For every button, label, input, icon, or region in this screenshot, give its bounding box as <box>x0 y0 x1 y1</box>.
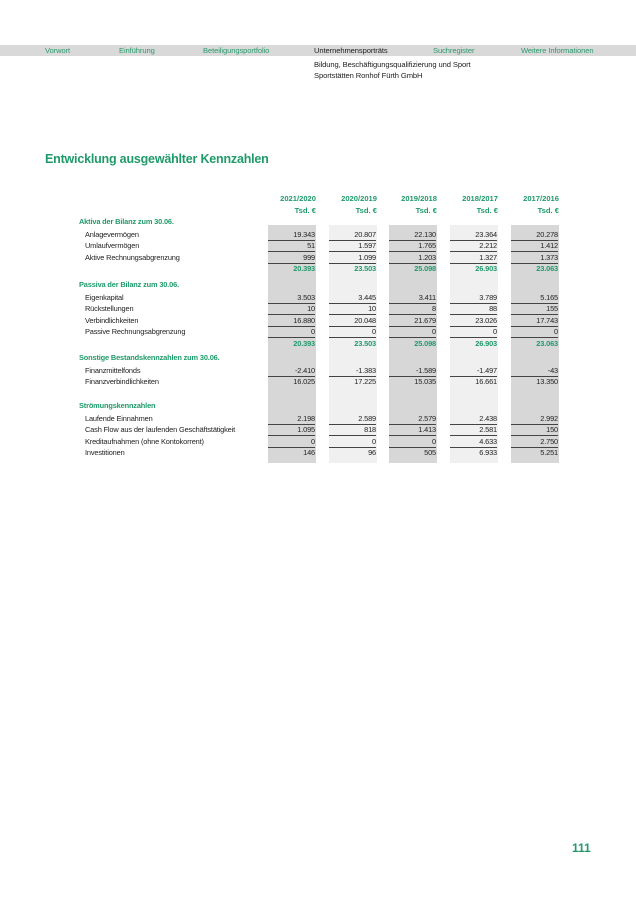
nav-item-unternehmensportraets[interactable]: Unternehmensporträts <box>314 46 388 55</box>
table-cell: 0 <box>389 326 436 338</box>
table-cell: 1.095 <box>268 424 315 436</box>
table-cell: 0 <box>329 326 376 338</box>
table-cell: 818 <box>329 424 376 436</box>
column-unit-header: Tsd. € <box>537 206 559 215</box>
column-period-header: 2018/2017 <box>462 194 498 203</box>
table-cell: 1.203 <box>389 252 436 264</box>
table-cell: 20.048 <box>329 315 376 327</box>
table-cell: 21.679 <box>389 315 436 327</box>
table-cell: 17.225 <box>354 377 376 387</box>
total-cell: 20.393 <box>293 339 315 348</box>
total-cell: 23.503 <box>354 339 376 348</box>
column-period-header: 2019/2018 <box>401 194 437 203</box>
section-heading: Sonstige Bestandskennzahlen zum 30.06. <box>79 353 220 362</box>
subheader-company: Sportstätten Ronhof Fürth GmbH <box>314 71 423 80</box>
column-unit-header: Tsd. € <box>294 206 316 215</box>
row-label: Verbindlichkeiten <box>85 315 139 325</box>
total-cell: 25.098 <box>414 339 436 348</box>
table-cell: 16.025 <box>293 377 315 387</box>
row-label: Finanzverbindlichkeiten <box>85 377 159 387</box>
table-cell: 505 <box>424 448 436 458</box>
table-cell: 88 <box>450 303 497 315</box>
nav-item-einfuehrung[interactable]: Einführung <box>119 46 155 55</box>
table-cell: 20.807 <box>329 229 376 241</box>
table-cell: 8 <box>389 303 436 315</box>
nav-item-suchregister[interactable]: Suchregister <box>433 46 475 55</box>
table-cell: -2.410 <box>268 365 315 377</box>
table-cell: 51 <box>268 240 315 252</box>
table-cell: 2.589 <box>329 413 376 425</box>
column-period-header: 2021/2020 <box>280 194 316 203</box>
row-label: Cash Flow aus der laufenden Geschäftstätigkeit <box>85 425 236 435</box>
column-period-header: 2020/2019 <box>341 194 377 203</box>
row-label: Investitionen <box>85 448 125 458</box>
table-cell: 146 <box>303 448 315 458</box>
table-cell: 1.597 <box>329 240 376 252</box>
table-cell: 10 <box>329 303 376 315</box>
table-cell: 2.438 <box>450 413 497 425</box>
page-title: Entwicklung ausgewählter Kennzahlen <box>45 152 269 166</box>
table-cell: 2.581 <box>450 424 497 436</box>
table-cell: 15.035 <box>414 377 436 387</box>
top-navigation-bar <box>0 45 636 56</box>
table-cell: 0 <box>511 326 558 338</box>
table-cell: 155 <box>511 303 558 315</box>
total-cell: 26.903 <box>475 339 497 348</box>
table-cell: 5.251 <box>540 448 558 458</box>
table-cell: 150 <box>511 424 558 436</box>
table-cell: 3.503 <box>268 292 315 304</box>
subheader-category: Bildung, Beschäftigungsqualifizierung und Sport <box>314 60 471 69</box>
table-cell: 2.212 <box>450 240 497 252</box>
table-cell: 5.165 <box>511 292 558 304</box>
row-label: Finanzmittelfonds <box>85 365 141 375</box>
nav-item-beteiligungsportfolio[interactable]: Beteiligungsportfolio <box>203 46 270 55</box>
table-cell: 0 <box>268 326 315 338</box>
total-cell: 23.063 <box>536 264 558 274</box>
table-cell: 22.130 <box>389 229 436 241</box>
table-cell: 96 <box>368 448 376 458</box>
nav-item-vorwort[interactable]: Vorwort <box>45 46 71 55</box>
table-cell: 3.445 <box>329 292 376 304</box>
table-cell: 13.350 <box>536 377 558 387</box>
section-heading: Passiva der Bilanz zum 30.06. <box>79 280 179 289</box>
table-cell: -1.383 <box>329 365 376 377</box>
row-label: Eigenkapital <box>85 292 124 302</box>
table-cell: 1.412 <box>511 240 558 252</box>
table-cell: 4.633 <box>450 436 497 448</box>
table-cell: 19.343 <box>268 229 315 241</box>
column-unit-header: Tsd. € <box>476 206 498 215</box>
table-cell: 2.992 <box>511 413 558 425</box>
table-cell: 10 <box>268 303 315 315</box>
column-unit-header: Tsd. € <box>415 206 437 215</box>
row-label: Rückstellungen <box>85 304 134 314</box>
table-cell: 23.364 <box>450 229 497 241</box>
section-heading: Aktiva der Bilanz zum 30.06. <box>79 217 174 226</box>
total-cell: 26.903 <box>475 264 497 274</box>
row-label: Kreditaufnahmen (ohne Kontokorrent) <box>85 436 204 446</box>
total-cell: 23.503 <box>354 264 376 274</box>
row-label: Umlaufvermögen <box>85 241 140 251</box>
table-cell: 23.026 <box>450 315 497 327</box>
table-cell: 1.327 <box>450 252 497 264</box>
table-cell: 2.198 <box>268 413 315 425</box>
table-cell: -1.497 <box>450 365 497 377</box>
total-cell: 25.098 <box>414 264 436 274</box>
table-cell: 0 <box>329 436 376 448</box>
table-cell: -1.589 <box>389 365 436 377</box>
table-cell: 0 <box>389 436 436 448</box>
row-label: Passive Rechnungsabgrenzung <box>85 327 186 337</box>
table-cell: 1.765 <box>389 240 436 252</box>
table-cell: 1.099 <box>329 252 376 264</box>
total-cell: 20.393 <box>293 264 315 274</box>
table-cell: 999 <box>268 252 315 264</box>
nav-item-weitere-informationen[interactable]: Weitere Informationen <box>521 46 594 55</box>
table-cell: -43 <box>511 365 558 377</box>
row-label: Laufende Einnahmen <box>85 413 153 423</box>
table-cell: 0 <box>268 436 315 448</box>
table-cell: 1.373 <box>511 252 558 264</box>
total-cell: 23.063 <box>536 339 558 348</box>
row-label: Anlagevermögen <box>85 229 139 239</box>
page-number: 111 <box>572 841 591 855</box>
column-unit-header: Tsd. € <box>355 206 377 215</box>
table-cell: 6.933 <box>479 448 497 458</box>
table-cell: 16.661 <box>475 377 497 387</box>
table-cell: 0 <box>450 326 497 338</box>
table-cell: 2.750 <box>511 436 558 448</box>
section-heading: Strömungskennzahlen <box>79 401 156 410</box>
row-label: Aktive Rechnungsabgrenzung <box>85 252 180 262</box>
table-cell: 3.411 <box>389 292 436 304</box>
table-cell: 2.579 <box>389 413 436 425</box>
table-cell: 20.278 <box>511 229 558 241</box>
table-cell: 1.413 <box>389 424 436 436</box>
column-period-header: 2017/2016 <box>523 194 559 203</box>
table-cell: 17.743 <box>511 315 558 327</box>
table-cell: 16.880 <box>268 315 315 327</box>
table-cell: 3.789 <box>450 292 497 304</box>
